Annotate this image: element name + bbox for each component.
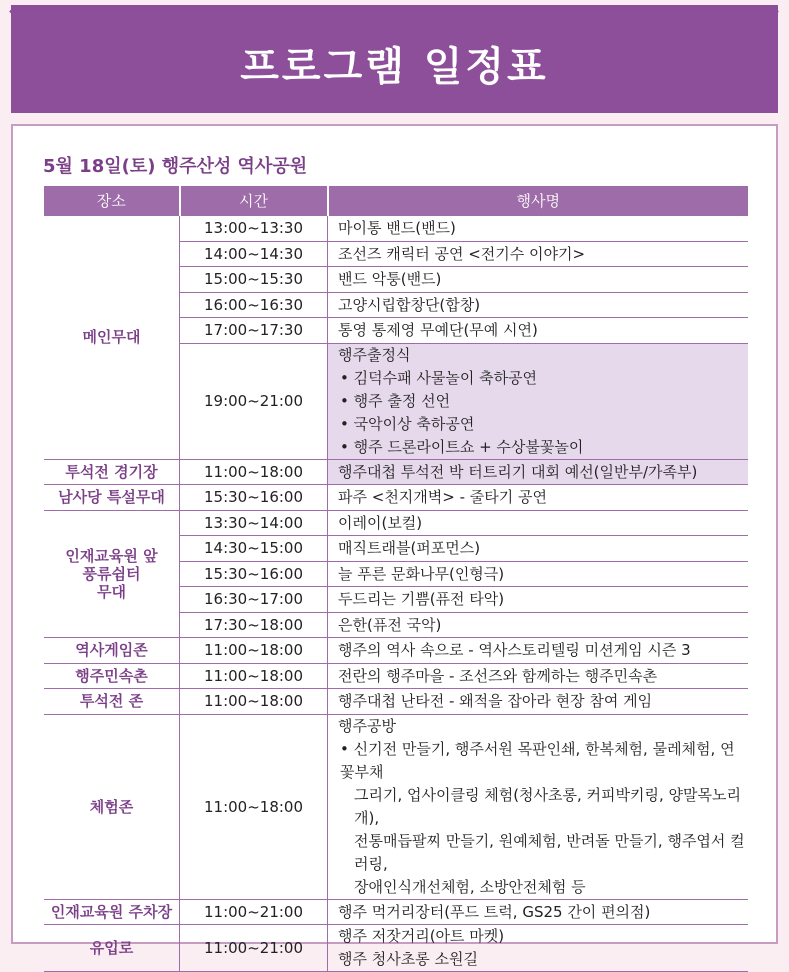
- event-cell: 파주 <천지개벽> - 줄타기 공연: [328, 485, 749, 511]
- event-line: • 김덕수패 사물놀이 축하공연: [340, 368, 538, 387]
- event-cell: 통영 통제영 무예단(무예 시연): [328, 318, 749, 344]
- table-row: [44, 925, 748, 972]
- table-row: [44, 459, 748, 485]
- event-cell: 매직트래블(퍼포먼스): [328, 536, 749, 562]
- column-header-event: 행사명: [328, 186, 749, 216]
- time-cell: 17:00~17:30: [180, 318, 328, 344]
- place-cell: 남사당 특설무대: [44, 485, 180, 511]
- column-header-place: 장소: [44, 186, 180, 216]
- event-cell: 행주대첩 투석전 박 터트리기 대회 예선(일반부/가족부): [328, 459, 749, 485]
- time-cell: 11:00~18:00: [180, 689, 328, 715]
- time-cell: 14:30~15:00: [180, 536, 328, 562]
- place-cell: 역사게임존: [44, 638, 180, 664]
- table-row: [44, 689, 748, 715]
- event-cell: 이레이(보컬): [328, 510, 749, 536]
- schedule-table: [44, 186, 748, 972]
- time-cell: 13:30~14:00: [180, 510, 328, 536]
- place-cell: 인재교육원 주차장: [44, 899, 180, 925]
- event-cell: 은한(퓨전 국악): [328, 612, 749, 638]
- place-cell: [44, 510, 180, 638]
- event-cell: 전란의 행주마을 - 조선즈와 함께하는 행주민속촌: [328, 663, 749, 689]
- time-cell: 11:00~18:00: [180, 663, 328, 689]
- page-title: 프로그램 일정표: [240, 43, 549, 90]
- event-line: • 국악이상 축하공연: [340, 414, 475, 433]
- event-cell: 밴드 악퉁(밴드): [328, 267, 749, 293]
- time-cell: 16:30~17:00: [180, 587, 328, 613]
- event-line: 행주공방: [338, 716, 396, 735]
- event-line: • 신기전 만들기, 행주서원 목판인쇄, 한복체험, 물레체험, 연꽃부채: [340, 739, 735, 781]
- time-cell: 11:00~18:00: [180, 714, 328, 899]
- event-line: 행주출정식: [338, 345, 411, 364]
- event-cell: 행주 먹거리장터(푸드 트럭, GS25 간이 편의점): [328, 899, 749, 925]
- event-cell: 행주의 역사 속으로 - 역사스토리텔링 미션게임 시즌 3: [328, 638, 749, 664]
- time-cell: 11:00~21:00: [180, 899, 328, 925]
- table-row: [44, 216, 748, 242]
- table-row: [44, 663, 748, 689]
- time-cell: 19:00~21:00: [180, 343, 328, 459]
- event-line: 행주 저잣거리(아트 마켓): [338, 927, 505, 945]
- table-row: [44, 485, 748, 511]
- time-cell: 15:00~15:30: [180, 267, 328, 293]
- event-cell: 고양시립합창단(합창): [328, 292, 749, 318]
- event-cell: 조선즈 캐릭터 공연 <전기수 이야기>: [328, 241, 749, 267]
- place-cell: 투석전 존: [44, 689, 180, 715]
- event-cell: [328, 343, 749, 459]
- place-line: 무대: [97, 582, 126, 601]
- time-cell: 16:00~16:30: [180, 292, 328, 318]
- time-cell: 15:30~16:00: [180, 561, 328, 587]
- table-header-row: [44, 186, 748, 216]
- event-cell: [328, 925, 749, 972]
- event-cell: 행주대첩 난타전 - 왜적을 잡아라 현장 참여 게임: [328, 689, 749, 715]
- event-line: 행주 청사초롱 소원길: [338, 950, 478, 968]
- header-banner: [11, 5, 778, 113]
- place-cell: 투석전 경기장: [44, 459, 180, 485]
- place-cell: 유입로: [44, 925, 180, 972]
- table-row: [44, 714, 748, 899]
- place-cell: 체험존: [44, 714, 180, 899]
- event-line: 전통매듭팔찌 만들기, 원예체험, 반려돌 만들기, 행주엽서 컬러링,: [354, 831, 745, 873]
- time-cell: 14:00~14:30: [180, 241, 328, 267]
- table-row: [44, 638, 748, 664]
- place-line: 풍류쉼터: [82, 564, 141, 583]
- table-row: [44, 510, 748, 536]
- time-cell: 11:00~21:00: [180, 925, 328, 972]
- event-line: 그리기, 업사이클링 체험(청사초롱, 커피박키링, 양말목노리개),: [354, 785, 741, 827]
- place-cell: 메인무대: [44, 216, 180, 460]
- event-cell: 두드리는 기쁨(퓨전 타악): [328, 587, 749, 613]
- event-cell: 마이통 밴드(밴드): [328, 216, 749, 242]
- event-cell: [328, 714, 749, 899]
- time-cell: 17:30~18:00: [180, 612, 328, 638]
- time-cell: 11:00~18:00: [180, 638, 328, 664]
- table-row: [44, 899, 748, 925]
- time-cell: 15:30~16:00: [180, 485, 328, 511]
- column-header-time: 시간: [180, 186, 328, 216]
- event-line: 장애인식개선체험, 소방안전체험 등: [354, 877, 586, 896]
- time-cell: 13:00~13:30: [180, 216, 328, 242]
- time-cell: 11:00~18:00: [180, 459, 328, 485]
- event-line: • 행주 드론라이트쇼 + 수상불꽃놀이: [340, 437, 584, 456]
- schedule-subtitle: 5월 18일(토) 행주산성 역사공원: [43, 156, 308, 177]
- place-cell: 행주민속촌: [44, 663, 180, 689]
- event-line: • 행주 출정 선언: [340, 391, 451, 410]
- event-cell: 늘 푸른 문화나무(인형극): [328, 561, 749, 587]
- place-line: 인재교육원 앞: [65, 546, 158, 565]
